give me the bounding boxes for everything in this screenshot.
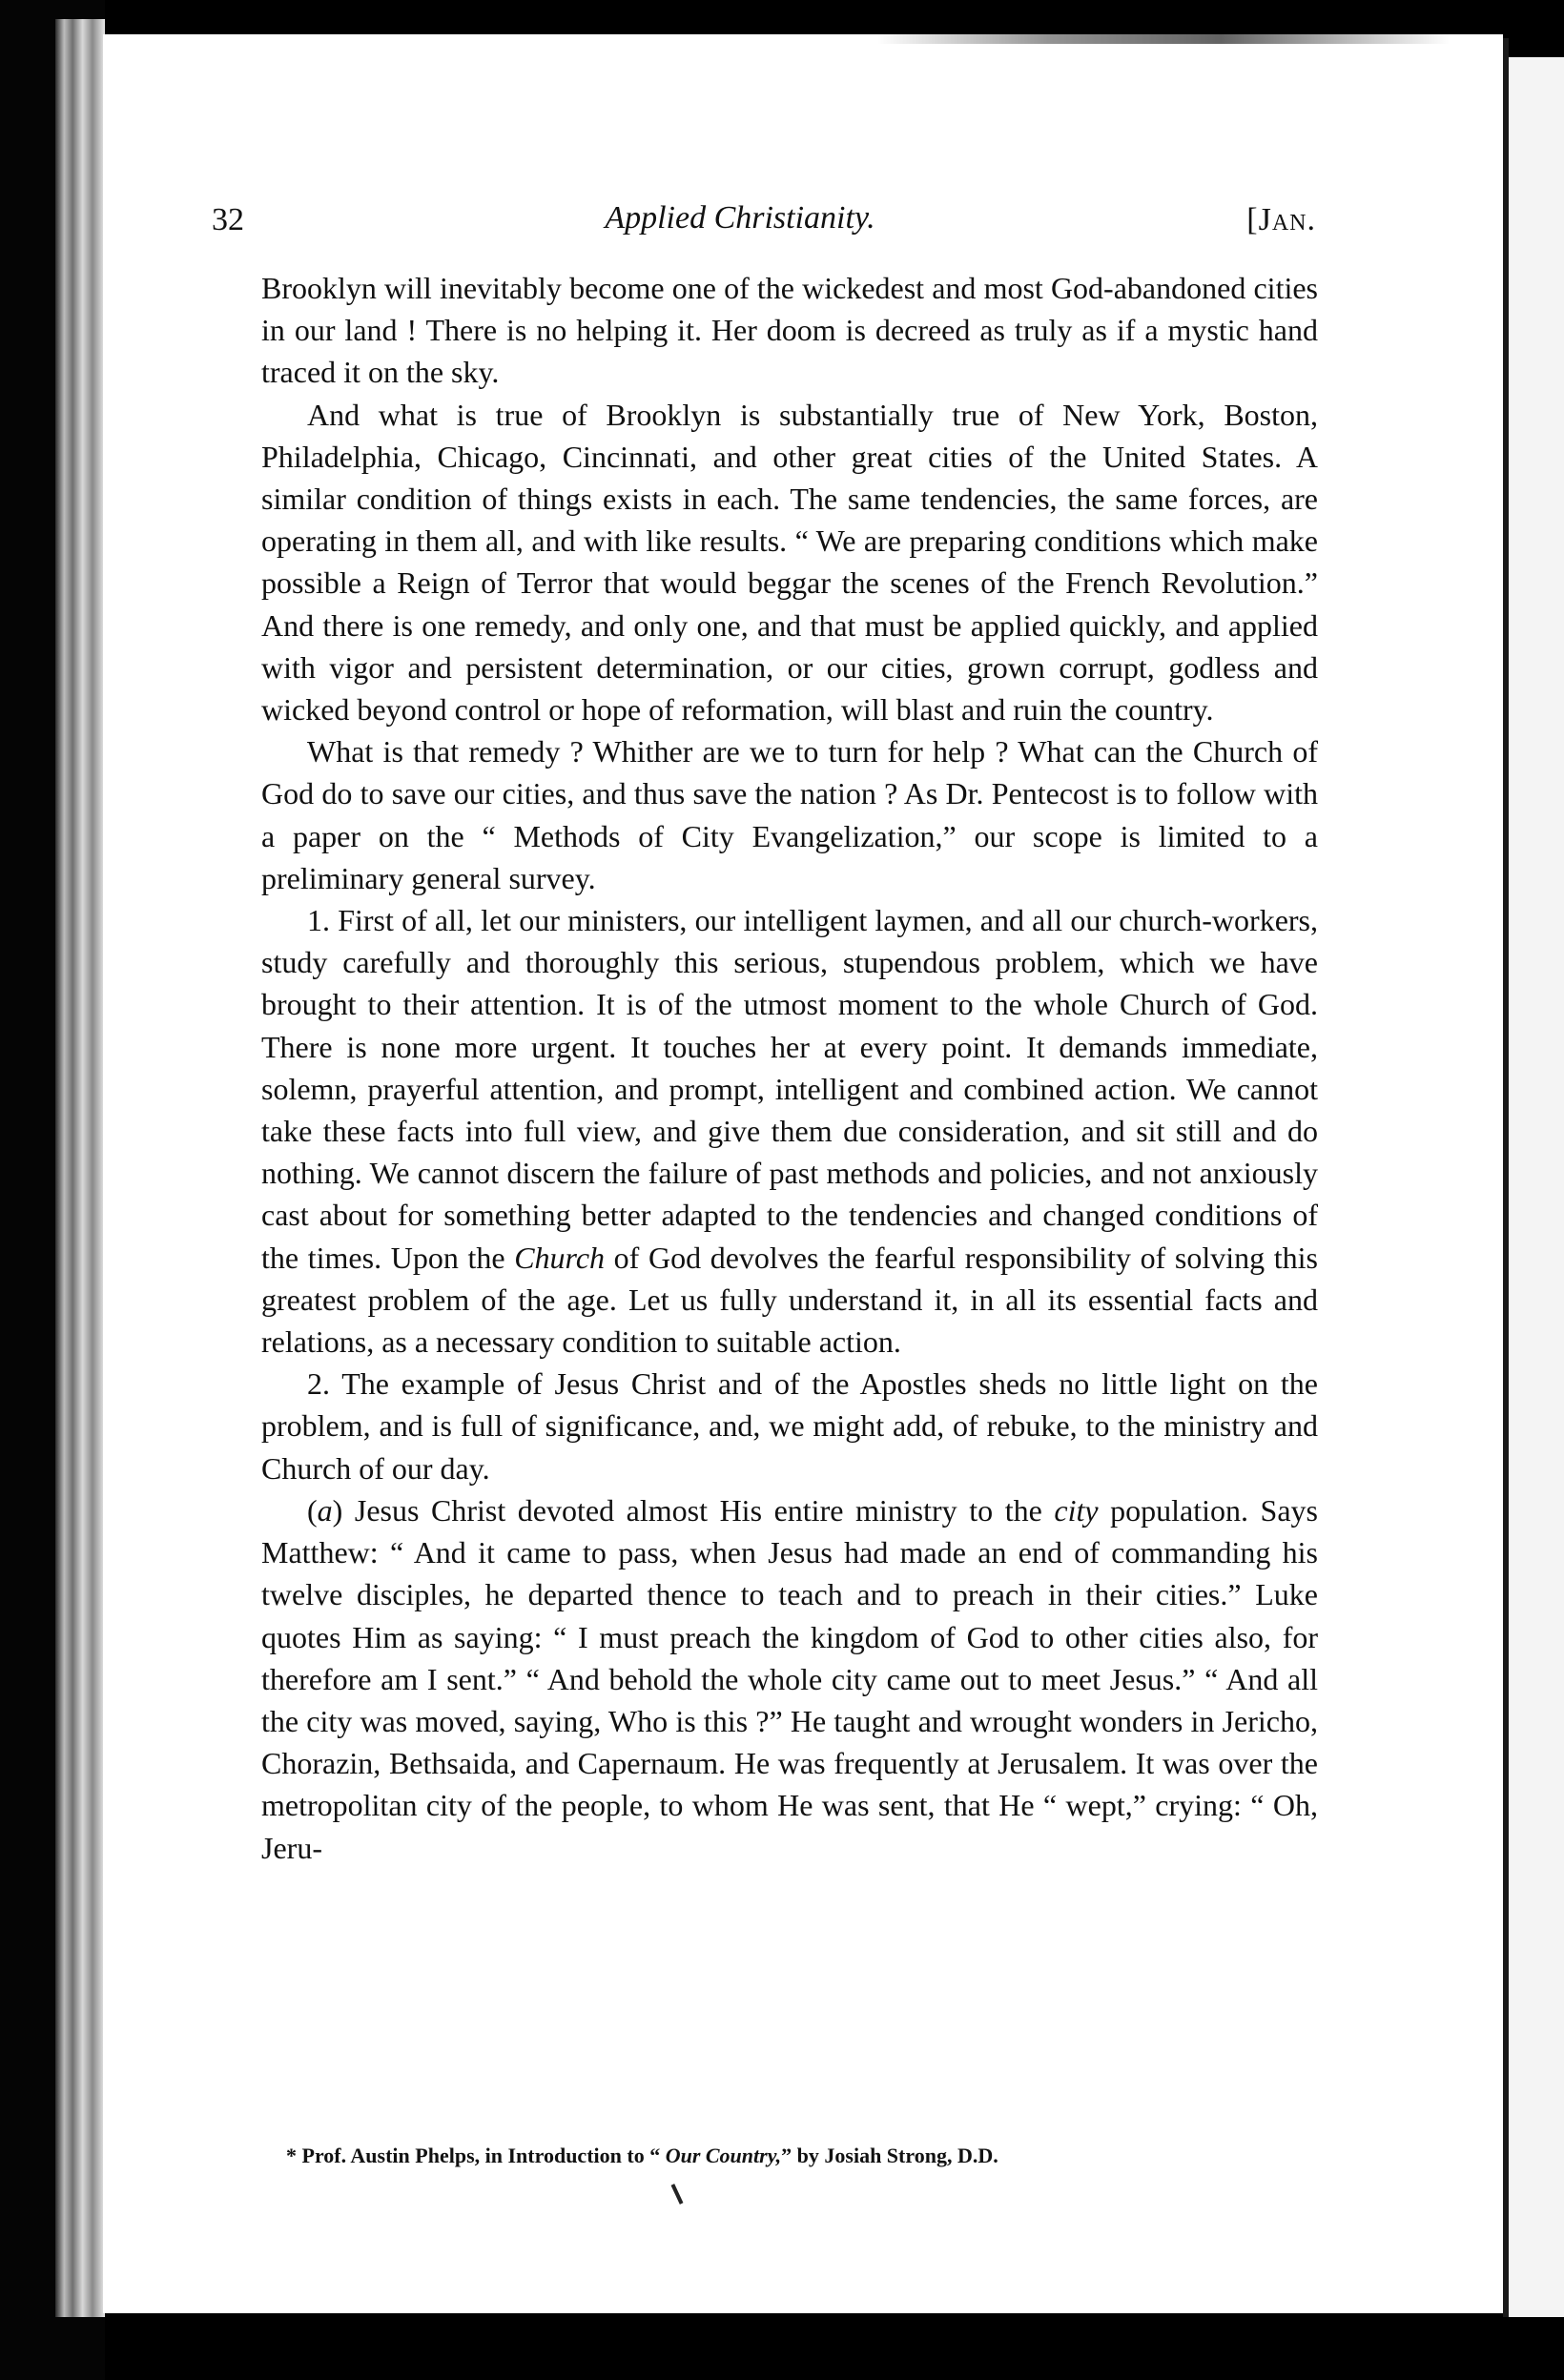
paragraph-point-one (261, 899, 1318, 1363)
point-a-emphasis: city (1054, 1492, 1099, 1528)
running-month (1246, 202, 1316, 238)
point-one-emphasis: Church (514, 1240, 606, 1275)
point-one-text-before: 1. First of all, let our ministers, our intelligent laymen, and all our church-workers, study carefully and thoroughly this serious, stupendous problem, which we have brought to their attention. It is of the utmost moment to the whole Church of God. There is none more urgent. It touches her at every point. It demands immediate, solemn, prayerful attention, and prompt, intelligent and combined action. We cannot take these facts into full view, and give them due consideration, and sit still and do nothing. We cannot discern the failure of past methods and policies, and not anxiously cast about for something better adapted to the tendencies and changed conditions of the times. Upon the (261, 903, 1318, 1275)
point-a-text-after: population. Says Matthew: “ And it came to pass, when Jesus had made an end of commanding his twelve disciples, he departed thence to teach and to preach in their cities.” Luke quotes Him as saying: “ I must preach the kingdom of God to other cities also, for therefore am I sent.” “ And behold the whole city came out to meet Jesus.” “ And all the city was moved, saying, Who is this ?” He taught and wrought wonders in Jericho, Chorazin, Bethsaida, and Capernaum. He was frequently at Jerusalem. It was over the metropolitan city of the people, to whom He was sent, that He “ wept,” crying: “ Oh, Jeru- (261, 1492, 1319, 1865)
running-month-text: Jan. (1258, 202, 1316, 237)
article-body (261, 267, 1318, 1869)
running-head (164, 198, 1316, 250)
paragraph-point-a (261, 1489, 1318, 1869)
paragraph-point-two: 2. The example of Jesus Christ and of the Apostles sheds no little light on the problem, and is full of significance, and, we might add, of rebuke, to the ministry and Church of our day. (261, 1366, 1318, 1486)
paragraph-brooklyn-comparison: And what is true of Brooklyn is substantially true of New York, Boston, Philadelphia, Chicago, Cincinnati, and other great cities of the United States. A similar condition of things exists in each. The same tendencies, the same forces, are operating in them all, and with like results. “ We are preparing conditions which make possible a Reign of Terror that would beggar the scenes of the French Revolution.” And there is one remedy, and only one, and that must be applied quickly, and applied with vigor and persistent determination, or our cities, grown corrupt, godless and wicked beyond control or hope of reformation, will blast and ruin the country. (261, 397, 1318, 728)
footnote (286, 2144, 1316, 2168)
footnote-text-before: * Prof. Austin Phelps, in Introduction to “ (286, 2144, 666, 2167)
point-a-open-paren: ( (307, 1492, 318, 1528)
top-scan-smudge (877, 34, 1450, 44)
footnote-emphasis: Our Country, (665, 2144, 782, 2167)
book-spine-edge (55, 19, 105, 2317)
running-title: Applied Christianity. (605, 200, 875, 236)
point-a-marker: a (317, 1492, 333, 1528)
running-month-bracket: [ (1246, 202, 1259, 237)
page-number: 32 (212, 202, 244, 237)
point-a-text-before: Jesus Christ devoted almost His entire ministry to the (342, 1492, 1055, 1528)
footnote-text-after: ” by Josiah Strong, D.D. (781, 2144, 998, 2167)
point-one-text-after: of God devolves the fearful responsibility of solving this greatest problem of the age. Let us fully understand it, in all its essential facts and relations, as a necessary condition to suitable action. (261, 1240, 1319, 1360)
paragraph-remedy-question: What is that remedy ? Whither are we to turn for help ? What can the Church of God do to save our cities, and thus save the nation ? As Dr. Pentecost is to follow with a paper on the “ Methods of City Evangelization,” our scope is limited to a preliminary general survey. (261, 734, 1318, 895)
point-a-close-paren: ) (332, 1492, 343, 1528)
facing-page-strip (1509, 57, 1564, 2317)
paragraph-continued: Brooklyn will inevitably become one of the wickedest and most God-abandoned cities in our land ! There is no helping it. Her doom is decreed as truly as if a mystic hand traced it on the sky. (261, 271, 1318, 390)
